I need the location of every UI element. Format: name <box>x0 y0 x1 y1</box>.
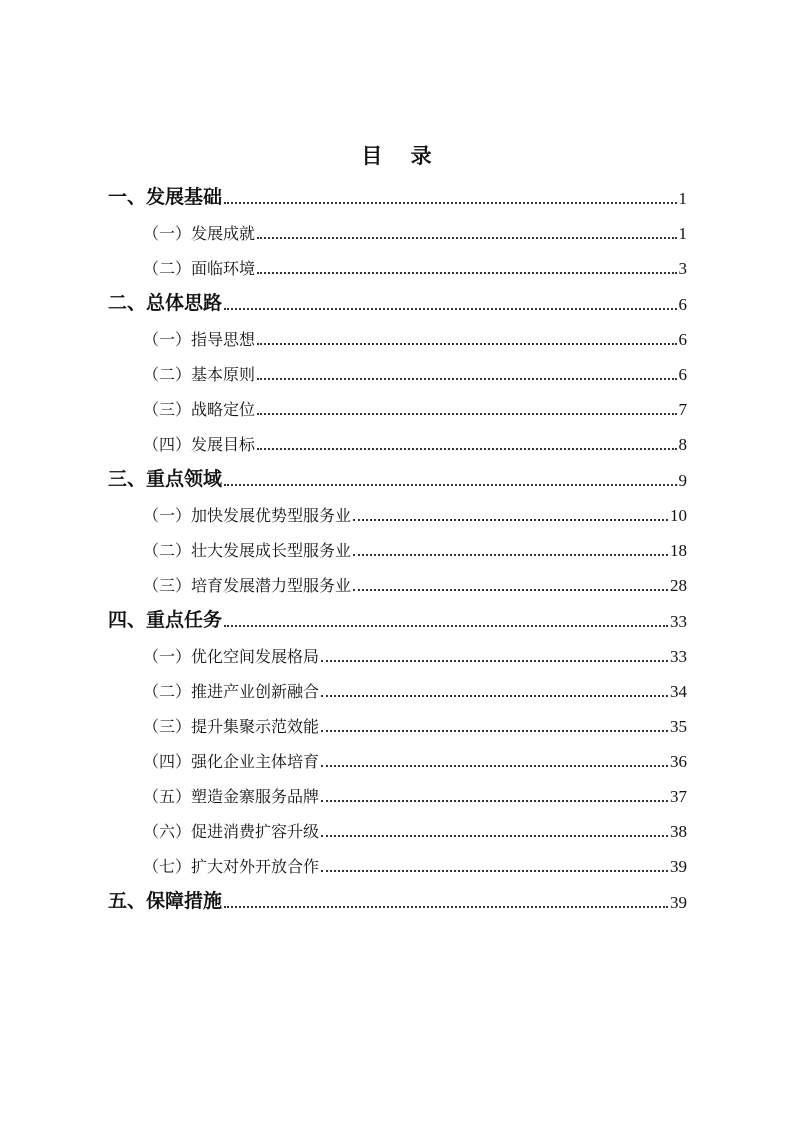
toc-entry-label: （三）提升集聚示范效能 <box>143 717 320 736</box>
toc-entry-subsection[interactable] <box>108 353 687 388</box>
toc-list <box>108 176 687 916</box>
toc-entry-label: （五）塑造金寨服务品牌 <box>143 787 320 806</box>
toc-page-number: 7 <box>678 400 687 419</box>
toc-entry-label: 三、重点领域 <box>108 468 223 490</box>
toc-entry-section[interactable] <box>108 599 687 635</box>
toc-entry-subsection[interactable] <box>108 845 687 880</box>
toc-page-number: 34 <box>670 682 687 701</box>
toc-entry-label: （二）面临环境 <box>143 259 256 278</box>
toc-entry-label: （三）培育发展潜力型服务业 <box>143 576 352 595</box>
toc-entry-label: 二、总体思路 <box>108 292 223 314</box>
toc-page-number: 33 <box>670 647 687 666</box>
toc-page-number: 37 <box>670 787 687 806</box>
toc-entry-label: （三）战略定位 <box>143 400 256 419</box>
toc-entry-subsection[interactable] <box>108 740 687 775</box>
toc-entry-label: （二）基本原则 <box>143 365 256 384</box>
toc-entry-subsection[interactable] <box>108 705 687 740</box>
toc-entry-label: （二）推进产业创新融合 <box>143 682 320 701</box>
toc-page-number: 6 <box>678 330 687 349</box>
toc-dot-leader <box>257 378 676 380</box>
toc-dot-leader <box>224 625 668 627</box>
toc-entry-subsection[interactable] <box>108 564 687 599</box>
toc-dot-leader <box>321 835 668 837</box>
toc-page-number: 39 <box>670 857 687 876</box>
toc-dot-leader <box>353 519 668 521</box>
toc-entry-label: 五、保障措施 <box>108 890 223 912</box>
toc-dot-leader <box>321 695 668 697</box>
toc-dot-leader <box>224 308 676 310</box>
toc-entry-subsection[interactable] <box>108 670 687 705</box>
toc-entry-subsection[interactable] <box>108 212 687 247</box>
toc-entry-section[interactable] <box>108 458 687 494</box>
toc-dot-leader <box>353 554 668 556</box>
toc-entry-subsection[interactable] <box>108 775 687 810</box>
toc-page-number: 36 <box>670 752 687 771</box>
toc-entry-subsection[interactable] <box>108 810 687 845</box>
toc-dot-leader <box>353 589 668 591</box>
toc-entry-subsection[interactable] <box>108 318 687 353</box>
toc-entry-section[interactable] <box>108 176 687 212</box>
toc-dot-leader <box>257 413 676 415</box>
toc-page-number: 10 <box>670 506 687 525</box>
toc-entry-subsection[interactable] <box>108 247 687 282</box>
toc-page-number: 38 <box>670 822 687 841</box>
toc-entry-label: （二）壮大发展成长型服务业 <box>143 541 352 560</box>
toc-entry-section[interactable] <box>108 282 687 318</box>
toc-dot-leader <box>257 343 676 345</box>
toc-dot-leader <box>224 906 668 908</box>
toc-dot-leader <box>321 765 668 767</box>
toc-entry-label: 四、重点任务 <box>108 609 223 631</box>
toc-entry-section[interactable] <box>108 880 687 916</box>
toc-entry-label: （四）强化企业主体培育 <box>143 752 320 771</box>
toc-entry-subsection[interactable] <box>108 423 687 458</box>
toc-entry-label: （一）发展成就 <box>143 224 256 243</box>
toc-entry-subsection[interactable] <box>108 529 687 564</box>
toc-entry-label: （七）扩大对外开放合作 <box>143 857 320 876</box>
toc-dot-leader <box>321 870 668 872</box>
toc-entry-label: （一）加快发展优势型服务业 <box>143 506 352 525</box>
toc-dot-leader <box>224 484 676 486</box>
toc-page-number: 39 <box>670 893 687 912</box>
toc-page-number: 1 <box>678 224 687 243</box>
toc-page-number: 3 <box>678 259 687 278</box>
toc-entry-label: （六）促进消费扩容升级 <box>143 822 320 841</box>
toc-page-number: 33 <box>670 612 687 631</box>
toc-dot-leader <box>257 272 676 274</box>
toc-page-number: 18 <box>670 541 687 560</box>
toc-page-number: 1 <box>678 189 687 208</box>
toc-dot-leader <box>321 660 668 662</box>
toc-page-number: 6 <box>678 295 687 314</box>
toc-dot-leader <box>321 800 668 802</box>
toc-entry-subsection[interactable] <box>108 494 687 529</box>
toc-page-number: 6 <box>678 365 687 384</box>
toc-page-number: 9 <box>678 471 687 490</box>
toc-entry-label: （四）发展目标 <box>143 435 256 454</box>
toc-dot-leader <box>321 730 668 732</box>
toc-entry-label: （一）指导思想 <box>143 330 256 349</box>
toc-dot-leader <box>257 448 676 450</box>
toc-title: 目 录 <box>361 144 443 168</box>
toc-dot-leader <box>224 202 676 204</box>
toc-dot-leader <box>257 237 676 239</box>
toc-entry-label: 一、发展基础 <box>108 186 223 208</box>
toc-page-number: 8 <box>678 435 687 454</box>
toc-entry-subsection[interactable] <box>108 388 687 423</box>
toc-page-number: 35 <box>670 717 687 736</box>
toc-entry-subsection[interactable] <box>108 635 687 670</box>
toc-entry-label: （一）优化空间发展格局 <box>143 647 320 666</box>
toc-page-number: 28 <box>670 576 687 595</box>
